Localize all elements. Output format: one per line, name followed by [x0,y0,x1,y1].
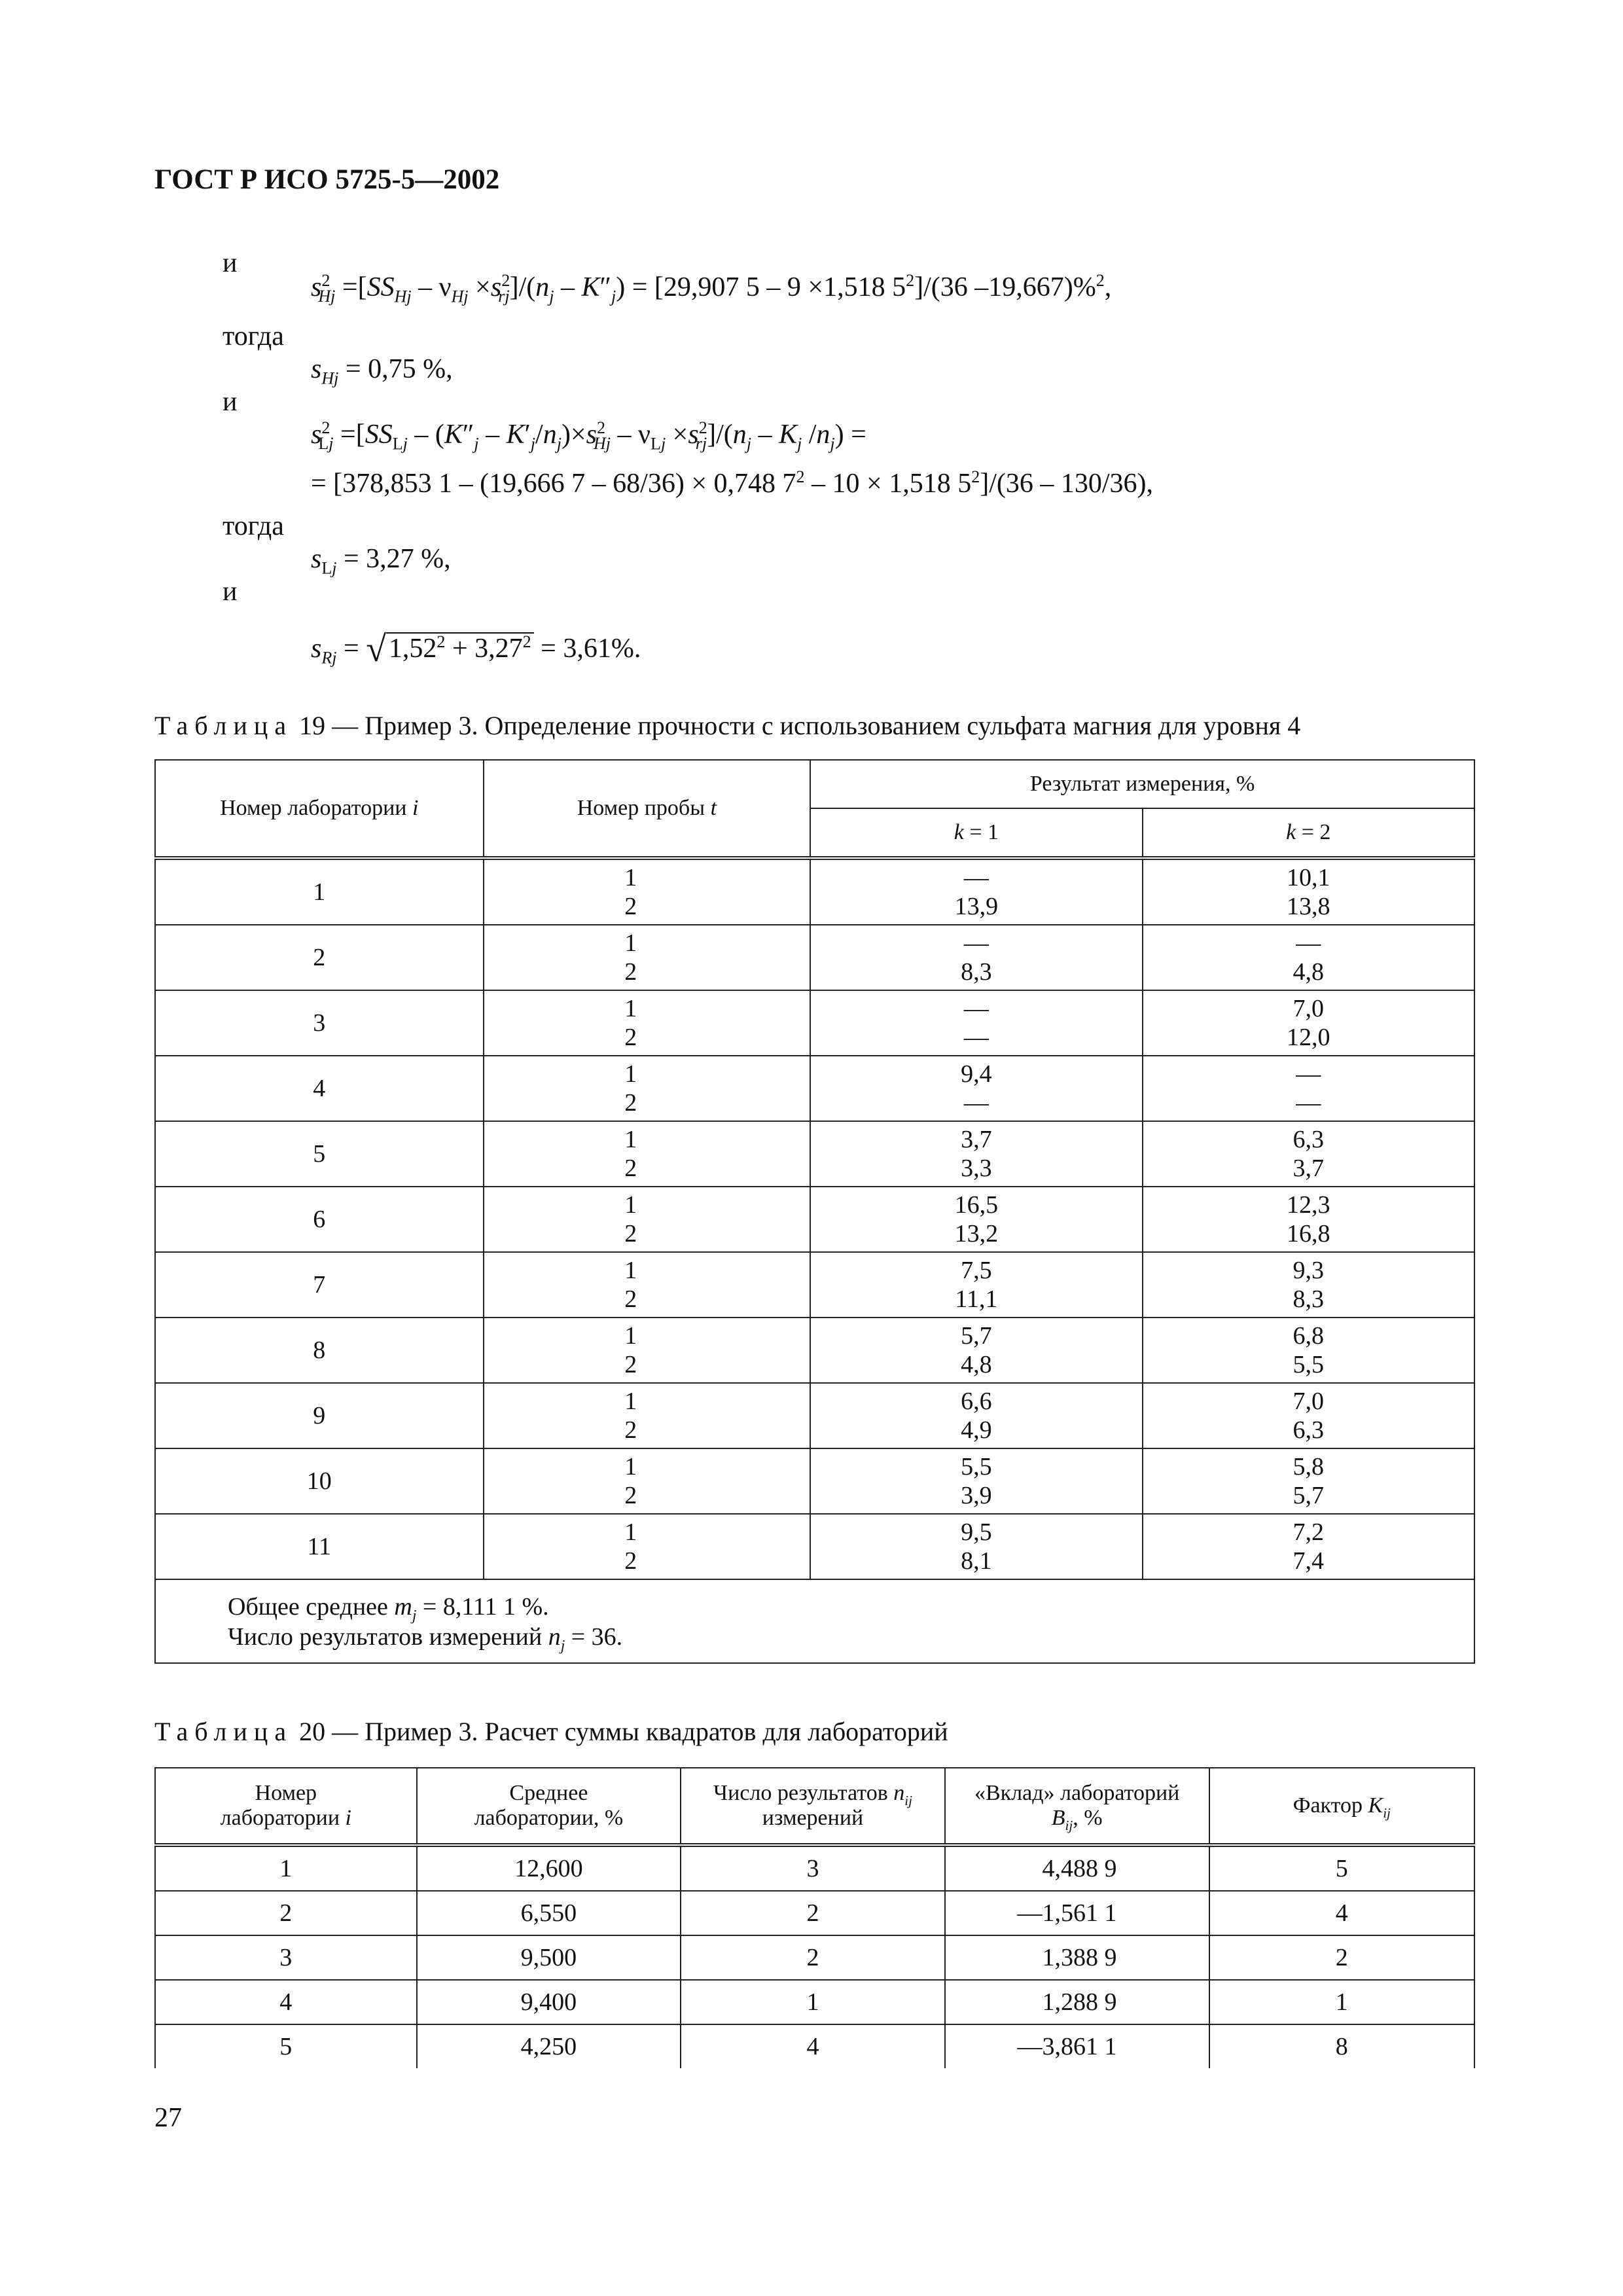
result-k1-cell [810,1383,1142,1448]
result-k2-cell-value: — [1296,929,1321,957]
lab-number-cell [155,1383,484,1448]
header-contribution: «Вклад» лабораторий $B_{ij}$, % [945,1768,1209,1845]
result-count-cell: 2 [681,1891,945,1935]
table19 [154,759,1475,1664]
contribution-cell: 4,488 9 [945,1845,1209,1891]
result-k1-cell-value: 3,9 [961,1482,992,1509]
result-k1-cell-value: 16,5 [954,1191,999,1219]
result-k2-cell-value: — [1296,1089,1321,1117]
sample-number-cell-value: 2 [624,1024,637,1051]
result-k1-cell [810,1514,1142,1579]
result-k1-cell-value: 3,3 [961,1155,992,1182]
result-k2-cell [1143,925,1474,990]
result-count-cell: 3 [681,1845,945,1891]
lab-number-cell [155,1056,484,1121]
lab-number-cell-value: 9 [313,1402,326,1429]
formula-s2-Lj: $s^2_{Lj} =[SS_{Lj} - (K''_j - K'_j/n_j)\times s^2_{Hj} - \nu_{Lj} \times s^2_{rj}]/(n_j - K_j$ $/n_j$) = [311,418,866,454]
result-k1-cell [810,1448,1142,1514]
result-k1-cell-value: 8,1 [961,1547,992,1575]
result-k1-cell-value: 13,9 [954,893,999,920]
lab-number-cell-value: 1 [313,878,326,906]
sample-number-cell-value: 1 [624,1518,637,1546]
formula-s-Rj: $s_{Rj} = √1,52^2 + 3,27^2 = 3,61\%$. [311,629,641,670]
result-count-cell: 2 [681,1935,945,1980]
result-k1-cell-value: 7,5 [961,1257,992,1284]
result-k1-cell-value: 5,7 [961,1322,992,1350]
contribution-cell: 1,388 9 [945,1935,1209,1980]
lab-mean-cell: 12,600 [417,1845,681,1891]
result-k1-cell-value: — [963,1024,989,1051]
lab-number-cell [155,858,484,925]
result-k2-cell-value: 7,0 [1293,995,1325,1022]
header-k2: k = 2 [1143,808,1474,858]
table-row [155,1935,1474,1980]
sample-number-cell-value: 1 [624,1257,637,1284]
sample-number-cell-value: 2 [624,1351,637,1378]
sample-number-cell [484,1514,811,1579]
lab-number-cell-value: 6 [313,1206,326,1233]
sample-number-cell-value: 1 [624,1322,637,1350]
result-k2-cell [1143,1514,1474,1579]
lab-number-cell [155,1448,484,1514]
result-k2-cell-value: 8,3 [1293,1285,1325,1313]
result-k2-cell-value: 16,8 [1287,1220,1330,1247]
result-count-cell: 1 [681,1980,945,2024]
header-factor: Фактор $K_{ij}$ [1209,1768,1475,1845]
lab-number-cell-value: 2 [313,944,326,971]
result-k1-cell [810,925,1142,990]
table-row [155,1514,1474,1579]
sample-number-cell-value: 1 [624,1060,637,1088]
table-row [155,1891,1474,1935]
result-k1-cell-value: 8,3 [961,958,992,986]
sample-number-cell-value: 1 [624,1388,637,1415]
result-k2-cell-value: 12,3 [1287,1191,1330,1219]
result-k1-cell-value: — [963,995,989,1022]
table19-caption: Таблица 19 — Пример 3. Определение прочности с использованием сульфата магния для уровня 4 [154,711,1301,740]
formula-s-Lj: $s_{Lj} = 3,27$ %, [311,544,451,578]
table-row [155,1845,1474,1891]
contribution-cell: —1,561 1 [945,1891,1209,1935]
table20 [154,1767,1475,2068]
sample-number-cell [484,990,811,1056]
lab-mean-cell: 4,250 [417,2024,681,2068]
sample-number-cell-value: 1 [624,1191,637,1219]
result-k2-cell [1143,1187,1474,1252]
lab-number-cell-value: 11 [307,1533,332,1560]
result-k2-cell-value: 6,8 [1293,1322,1325,1350]
result-k1-cell-value: 4,9 [961,1416,992,1444]
table-row [155,1056,1474,1121]
header-result-count: Число результатов $n_{ij}$ измерений [681,1768,945,1845]
sample-number-cell-value: 2 [624,1482,637,1509]
sample-number-cell-value: 1 [624,864,637,891]
result-k2-cell-value: 5,8 [1293,1453,1325,1480]
header-lab-mean: Среднее лаборатории, % [417,1768,681,1845]
table-row [155,1318,1474,1383]
sample-number-cell-value: 2 [624,1155,637,1182]
result-k1-cell-value: 9,4 [961,1060,992,1088]
factor-cell: 5 [1209,1845,1475,1891]
table20-caption: Таблица 20 — Пример 3. Расчет суммы квадратов для лабораторий [154,1717,948,1746]
lab-number-cell-value: 5 [313,1140,326,1168]
table-row [155,1187,1474,1252]
header-lab-number: Номер лаборатории i [155,760,484,858]
result-k2-cell [1143,1383,1474,1448]
overall-mean: Общее среднее $m_j = 8,111$ 1 %. [228,1593,549,1624]
result-k1-cell-value: — [963,864,989,891]
formula-s2-Hj: $s^2_{Hj} =[SS_{Hj} - \nu_{Hj} \times s^2_{rj}]/(n_j - K''_j) = [29,907$ 5 – 9 ×1,518 $5^2]/(36$ –19,667)%$^2$, [311,271,1112,306]
sample-number-cell-value: 2 [624,1547,637,1575]
lab-number-cell [155,990,484,1056]
factor-cell: 2 [1209,1935,1475,1980]
formula-s2-Lj-values: = [378,853 1 – (19,666 7 – 68/36) × 0,748 $7^2 - 10 \times 1,518$ $5^2]/(36 - 130/36)$, [311,467,1154,499]
result-k1-cell-value: 4,8 [961,1351,992,1378]
result-k1-cell-value: 6,6 [961,1388,992,1415]
result-k1-cell [810,1318,1142,1383]
table-row [155,925,1474,990]
lab-number-cell: 1 [155,1845,417,1891]
sample-number-cell-value: 1 [624,1126,637,1153]
formula-s-Hj: $s_{Hj} = 0,75$ %, [311,354,453,388]
result-k1-cell-value: 9,5 [961,1518,992,1546]
sample-number-cell-value: 2 [624,1416,637,1444]
contribution-cell: —3,861 1 [945,2024,1209,2068]
result-k2-cell [1143,1318,1474,1383]
table-row [155,2024,1474,2068]
result-k1-cell-value: — [963,929,989,957]
result-k1-cell [810,1187,1142,1252]
word-then-1: тогда [223,321,284,351]
table-row [155,990,1474,1056]
lab-number-cell [155,1187,484,1252]
document-header: ГОСТ Р ИСО 5725-5—2002 [154,164,500,195]
table-row [155,1980,1474,2024]
result-k1-cell [810,1121,1142,1187]
result-k2-cell-value: 13,8 [1287,893,1330,920]
sample-number-cell-value: 1 [624,1453,637,1480]
sample-number-cell [484,858,811,925]
sample-number-cell-value: 1 [624,995,637,1022]
result-k1-cell [810,1056,1142,1121]
sample-number-cell [484,1448,811,1514]
lab-number-cell: 2 [155,1891,417,1935]
table-row [155,1383,1474,1448]
header-result: Результат измерения, % [810,760,1474,808]
sample-number-cell-value: 2 [624,958,637,986]
result-k1-cell-value: 5,5 [961,1453,992,1480]
result-k2-cell-value: 9,3 [1293,1257,1325,1284]
table19-note [155,1579,1474,1663]
result-k1-cell [810,990,1142,1056]
page-number: 27 [154,2103,182,2133]
lab-number-cell-value: 10 [306,1467,332,1495]
lab-number-cell: 5 [155,2024,417,2068]
table-row [155,858,1474,925]
word-and-1: и [223,248,238,278]
table-row [155,1252,1474,1318]
lab-mean-cell: 9,400 [417,1980,681,2024]
lab-number-cell: 4 [155,1980,417,2024]
lab-number-cell [155,1252,484,1318]
sample-number-cell-value: 1 [624,929,637,957]
factor-cell: 8 [1209,2024,1475,2068]
lab-number-cell [155,1514,484,1579]
result-k2-cell-value: 6,3 [1293,1416,1325,1444]
sample-number-cell [484,925,811,990]
result-k2-cell-value: 12,0 [1287,1024,1330,1051]
lab-number-cell-value: 4 [313,1075,326,1102]
result-k2-cell-value: 7,4 [1293,1547,1325,1575]
lab-number-cell: 3 [155,1935,417,1980]
sample-number-cell [484,1318,811,1383]
result-count-cell: 4 [681,2024,945,2068]
sample-number-cell [484,1121,811,1187]
sample-number-cell-value: 2 [624,1285,637,1313]
result-k2-cell-value: 7,2 [1293,1518,1325,1546]
lab-number-cell [155,1121,484,1187]
result-k2-cell-value: 3,7 [1293,1155,1325,1182]
result-k2-cell [1143,1056,1474,1121]
result-k1-cell-value: — [963,1089,989,1117]
word-and-2: и [223,387,238,417]
result-k1-cell [810,858,1142,925]
lab-mean-cell: 6,550 [417,1891,681,1935]
word-then-2: тогда [223,511,284,541]
header-sample-number: Номер пробы t [484,760,811,858]
sample-number-cell-value: 2 [624,893,637,920]
result-k2-cell-value: 10,1 [1287,864,1330,891]
factor-cell: 4 [1209,1891,1475,1935]
result-k2-cell [1143,1121,1474,1187]
lab-number-cell [155,1318,484,1383]
lab-number-cell-value: 7 [313,1271,326,1299]
result-k2-cell-value: 4,8 [1293,958,1325,986]
lab-number-cell [155,925,484,990]
result-k2-cell-value: — [1296,1060,1321,1088]
result-k2-cell-value: 7,0 [1293,1388,1325,1415]
lab-mean-cell: 9,500 [417,1935,681,1980]
result-k2-cell [1143,858,1474,925]
result-k2-cell [1143,990,1474,1056]
sample-number-cell [484,1252,811,1318]
contribution-cell: 1,288 9 [945,1980,1209,2024]
sample-number-cell [484,1056,811,1121]
result-k1-cell [810,1252,1142,1318]
sample-number-cell-value: 2 [624,1089,637,1117]
header-k1: k = 1 [810,808,1142,858]
result-k2-cell-value: 5,7 [1293,1482,1325,1509]
sample-number-cell [484,1187,811,1252]
sample-number-cell-value: 2 [624,1220,637,1247]
sample-number-cell [484,1383,811,1448]
result-k2-cell [1143,1252,1474,1318]
result-k1-cell-value: 3,7 [961,1126,992,1153]
lab-number-cell-value: 3 [313,1009,326,1037]
word-and-3: и [223,577,238,607]
result-count: Число результатов измерений $n_j = 36$. [228,1623,623,1655]
result-k2-cell-value: 6,3 [1293,1126,1325,1153]
table-row [155,1121,1474,1187]
factor-cell: 1 [1209,1980,1475,2024]
lab-number-cell-value: 8 [313,1336,326,1364]
header-lab-number: Номер лаборатории i [155,1768,417,1845]
result-k1-cell-value: 11,1 [955,1285,998,1313]
result-k1-cell-value: 13,2 [954,1220,999,1247]
table-row [155,1448,1474,1514]
result-k2-cell [1143,1448,1474,1514]
result-k2-cell-value: 5,5 [1293,1351,1325,1378]
